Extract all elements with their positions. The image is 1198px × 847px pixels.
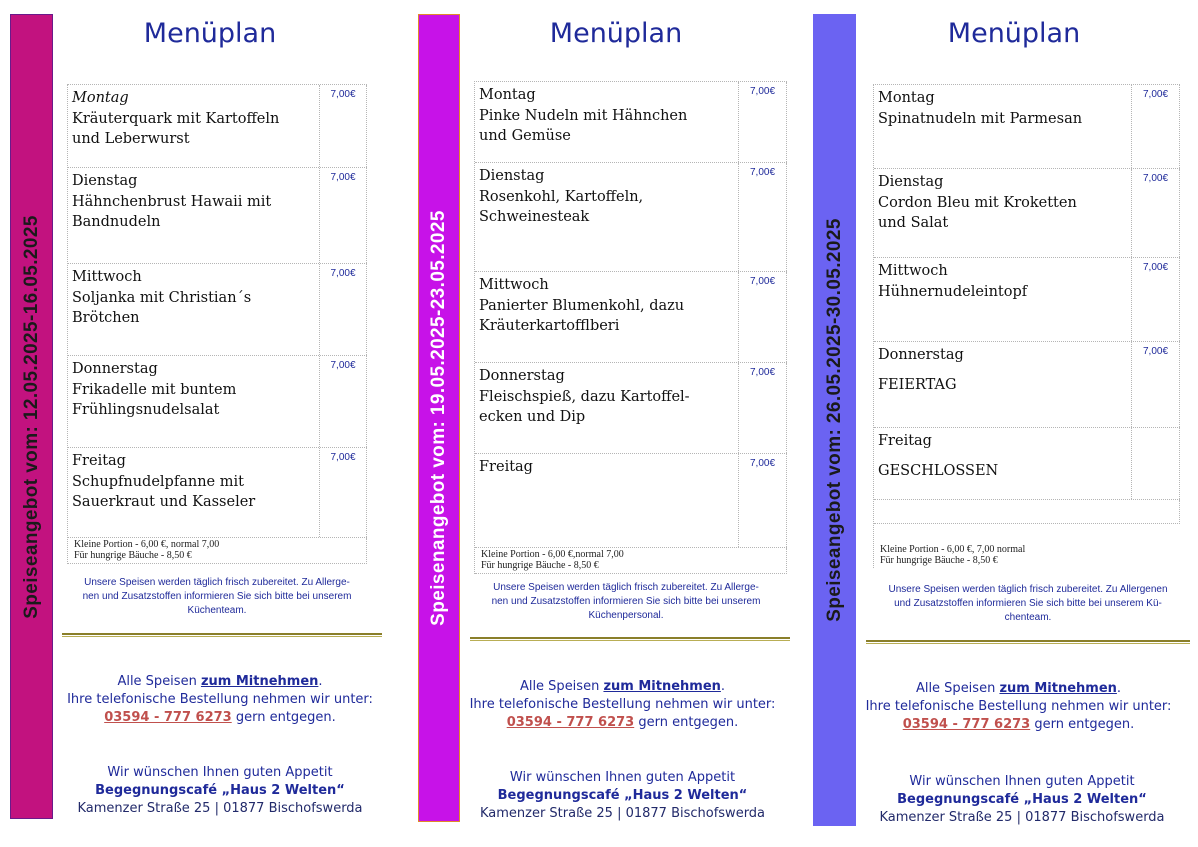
allergen-line: Unsere Speisen werden täglich frisch zubereitet. Zu Allerge- xyxy=(493,582,759,593)
dish-cell xyxy=(874,428,1132,499)
menu-row-monday xyxy=(874,85,1180,169)
allergen-line: Küchenteam. xyxy=(187,605,247,616)
price-cell: 7,00€ xyxy=(1132,85,1180,168)
price-cell: 7,00€ xyxy=(739,82,787,162)
price-cell xyxy=(1132,428,1180,499)
dish-text: ecken und Dip xyxy=(479,409,586,425)
allergen-note xyxy=(466,581,786,623)
dish-text: Hühnernudeleintopf xyxy=(878,283,1028,300)
dish-cell xyxy=(68,264,320,355)
cafe-address: Kamenzer Straße 25 | 01877 Bischofswerda xyxy=(479,806,766,821)
menu-row-friday xyxy=(68,448,367,538)
day-label: Freitag xyxy=(72,453,126,469)
portion-info xyxy=(68,538,367,564)
menu-row-tuesday xyxy=(68,168,367,264)
phone-link[interactable]: 03594 - 777 6273 xyxy=(104,710,232,725)
greeting-text: Wir wünschen Ihnen guten Appetit xyxy=(509,770,736,785)
cafe-name: Begegnungscafé „Haus 2 Welten“ xyxy=(95,783,345,798)
menu-row-wednesday xyxy=(475,272,787,363)
allergen-line: nen und Zusatzstoffen informieren Sie sich bitte bei unserem xyxy=(82,591,352,602)
phone-line: 03594 - 777 6273 gern entgegen. xyxy=(104,710,336,725)
day-label: Mittwoch xyxy=(878,263,948,279)
dish-cell xyxy=(68,356,320,447)
price-cell: 7,00€ xyxy=(739,363,787,453)
allergen-line: Unsere Speisen werden täglich frisch zubereitet. Zu Allergenen xyxy=(888,584,1168,595)
dish-text: Kräuterquark mit Kartoffeln xyxy=(72,110,280,127)
takeaway-line: Alle Speisen zum Mitnehmen. xyxy=(915,681,1122,696)
portion-small-text: Kleine Portion - 6,00 €,normal 7,00 xyxy=(481,549,624,560)
divider-line xyxy=(470,637,790,641)
day-label: Freitag xyxy=(878,433,932,449)
allergen-note xyxy=(864,583,1192,625)
allergen-line: chenteam. xyxy=(1004,612,1052,623)
greeting xyxy=(846,773,1198,827)
phone-link[interactable]: 03594 - 777 6273 xyxy=(506,715,635,730)
price-cell: 7,00€ xyxy=(1132,342,1180,427)
price-cell: 7,00€ xyxy=(739,163,787,271)
menu-table xyxy=(474,81,787,574)
menu-title: Menüplan xyxy=(143,18,277,49)
greeting-text: Wir wünschen Ihnen guten Appetit xyxy=(107,765,333,780)
day-label: Montag xyxy=(72,90,129,106)
week-range-label: Speiseangebot vom: 26.05.2025-30.05.2025 xyxy=(823,218,845,622)
price-cell: 7,00€ xyxy=(320,356,367,447)
menu-panel-week-1 xyxy=(0,0,400,847)
menu-title: Menüplan xyxy=(947,18,1081,49)
dish-cell xyxy=(874,258,1132,341)
dish-cell xyxy=(874,85,1132,168)
greeting-text: Wir wünschen Ihnen guten Appetit xyxy=(909,774,1135,789)
portion-large-text: Für hungrige Bäuche - 8,50 € xyxy=(481,560,599,571)
day-label: Montag xyxy=(479,87,536,103)
dish-text: Schweinesteak xyxy=(479,209,590,225)
day-label: Donnerstag xyxy=(878,347,964,363)
day-label: Dienstag xyxy=(878,174,944,190)
order-instruction: Ihre telefonische Bestellung nehmen wir unter: xyxy=(67,692,373,707)
phone-line: 03594 - 777 6273 gern entgegen. xyxy=(902,717,1135,732)
greeting xyxy=(450,769,795,823)
portion-small-text: Kleine Portion - 6,00 €, normal 7,00 xyxy=(74,539,220,550)
menu-row-tuesday xyxy=(874,169,1180,258)
order-instruction: Ihre telefonische Bestellung nehmen wir unter: xyxy=(469,697,776,712)
menu-row-thursday xyxy=(475,363,787,454)
cafe-address: Kamenzer Straße 25 | 01877 Bischofswerda xyxy=(879,810,1165,825)
dish-cell xyxy=(475,363,739,453)
dish-cell xyxy=(475,82,739,162)
portion-large-text: Für hungrige Bäuche - 8,50 € xyxy=(880,555,998,566)
cafe-name: Begegnungscafé „Haus 2 Welten“ xyxy=(897,792,1147,807)
dish-cell xyxy=(68,448,320,537)
dish-cell xyxy=(874,342,1132,427)
menu-row-monday xyxy=(68,85,367,168)
dish-text: und Leberwurst xyxy=(72,131,190,147)
allergen-note xyxy=(58,576,376,618)
menu-row-friday xyxy=(874,428,1180,500)
price-cell: 7,00€ xyxy=(320,168,367,263)
cafe-address: Kamenzer Straße 25 | 01877 Bischofswerda xyxy=(77,801,363,816)
menu-row-friday xyxy=(475,454,787,548)
dish-cell xyxy=(475,454,739,547)
day-label: Dienstag xyxy=(72,173,138,189)
day-label: Donnerstag xyxy=(479,368,565,384)
day-label: Mittwoch xyxy=(72,269,142,285)
cafe-name: Begegnungscafé „Haus 2 Welten“ xyxy=(497,788,748,803)
dish-note: GESCHLOSSEN xyxy=(878,462,999,479)
allergen-line: Küchenpersonal. xyxy=(588,610,664,621)
dish-text: Hähnchenbrust Hawaii mit xyxy=(72,193,272,210)
dish-text: Brötchen xyxy=(72,310,140,326)
dish-text: Soljanka mit Christian´s xyxy=(72,289,252,306)
portion-info xyxy=(874,524,1180,568)
dish-cell xyxy=(874,169,1132,257)
allergen-line: und Zusatzstoffen informieren Sie sich bitte bei unserem Kü- xyxy=(894,598,1162,609)
dish-text: Frühlingsnudelsalat xyxy=(72,402,220,418)
price-cell: 7,00€ xyxy=(1132,169,1180,257)
price-cell: 7,00€ xyxy=(320,264,367,355)
dish-note: FEIERTAG xyxy=(878,376,957,393)
phone-line: 03594 - 777 6273 gern entgegen. xyxy=(506,715,739,730)
day-label: Montag xyxy=(878,90,935,106)
takeaway-emphasis: zum Mitnehmen xyxy=(200,674,319,689)
menu-row-wednesday xyxy=(68,264,367,356)
week-range-label: Speisenangebot vom: 19.05.2025-23.05.2025 xyxy=(428,210,449,626)
allergen-line: nen und Zusatzstoffen informieren Sie sich bitte bei unserem xyxy=(491,596,761,607)
menu-row-tuesday xyxy=(475,163,787,272)
menu-title: Menüplan xyxy=(549,18,683,49)
takeaway-line: Alle Speisen zum Mitnehmen. xyxy=(117,674,323,689)
dish-text: Rosenkohl, Kartoffeln, xyxy=(479,188,644,205)
greeting xyxy=(40,764,400,818)
day-label: Freitag xyxy=(479,459,533,475)
dish-text: und Gemüse xyxy=(479,128,571,144)
week-sidebar xyxy=(10,14,53,819)
dish-cell xyxy=(475,163,739,271)
dish-cell xyxy=(68,85,320,167)
dish-text: Panierter Blumenkohl, dazu xyxy=(479,297,685,314)
price-cell: 7,00€ xyxy=(739,272,787,362)
price-cell: 7,00€ xyxy=(739,454,787,547)
price-cell: 7,00€ xyxy=(320,85,367,167)
dish-cell xyxy=(475,272,739,362)
menu-row-monday xyxy=(475,82,787,163)
phone-link[interactable]: 03594 - 777 6273 xyxy=(902,717,1031,732)
menu-table xyxy=(873,84,1180,568)
portion-small-text: Kleine Portion - 6,00 €, 7,00 normal xyxy=(880,544,1026,555)
price-cell: 7,00€ xyxy=(320,448,367,537)
dish-text: Pinke Nudeln mit Hähnchen xyxy=(479,107,688,124)
menu-row-thursday xyxy=(874,342,1180,428)
order-info xyxy=(450,678,795,732)
portion-large-text: Für hungrige Bäuche - 8,50 € xyxy=(74,550,192,561)
dish-text: Fleischspieß, dazu Kartoffel- xyxy=(479,388,690,405)
price-cell: 7,00€ xyxy=(1132,258,1180,341)
day-label: Mittwoch xyxy=(479,277,549,293)
menu-row-wednesday xyxy=(874,258,1180,342)
takeaway-emphasis: zum Mitnehmen xyxy=(603,679,721,694)
order-info xyxy=(846,680,1191,734)
portion-info xyxy=(475,548,787,574)
order-instruction: Ihre telefonische Bestellung nehmen wir unter: xyxy=(865,699,1172,714)
dish-text: Kräuterkartofflberi xyxy=(479,318,620,334)
menu-table xyxy=(67,84,367,564)
takeaway-line: Alle Speisen zum Mitnehmen. xyxy=(519,679,726,694)
dish-text: Cordon Bleu mit Kroketten xyxy=(878,194,1077,211)
takeaway-emphasis: zum Mitnehmen xyxy=(999,681,1117,696)
day-label: Dienstag xyxy=(479,168,545,184)
dish-text: Bandnudeln xyxy=(72,214,161,230)
allergen-line: Unsere Speisen werden täglich frisch zubereitet. Zu Allerge- xyxy=(84,577,350,588)
menu-row-thursday xyxy=(68,356,367,448)
week-range-label: Speiseangebot vom: 12.05.2025-16.05.2025 xyxy=(20,214,42,619)
dish-text: und Salat xyxy=(878,215,949,231)
order-info xyxy=(50,673,390,727)
menu-panel-week-3 xyxy=(800,0,1198,847)
menu-panel-week-2 xyxy=(400,0,800,847)
dish-cell xyxy=(68,168,320,263)
dish-text: Spinatnudeln mit Parmesan xyxy=(878,110,1083,127)
divider-line xyxy=(866,640,1190,644)
divider-line xyxy=(62,633,382,637)
dish-text: Frikadelle mit buntem xyxy=(72,381,237,398)
dish-text: Schupfnudelpfanne mit xyxy=(72,473,244,490)
dish-text: Sauerkraut und Kasseler xyxy=(72,494,256,510)
day-label: Donnerstag xyxy=(72,361,158,377)
table-spacer-row xyxy=(874,500,1180,524)
